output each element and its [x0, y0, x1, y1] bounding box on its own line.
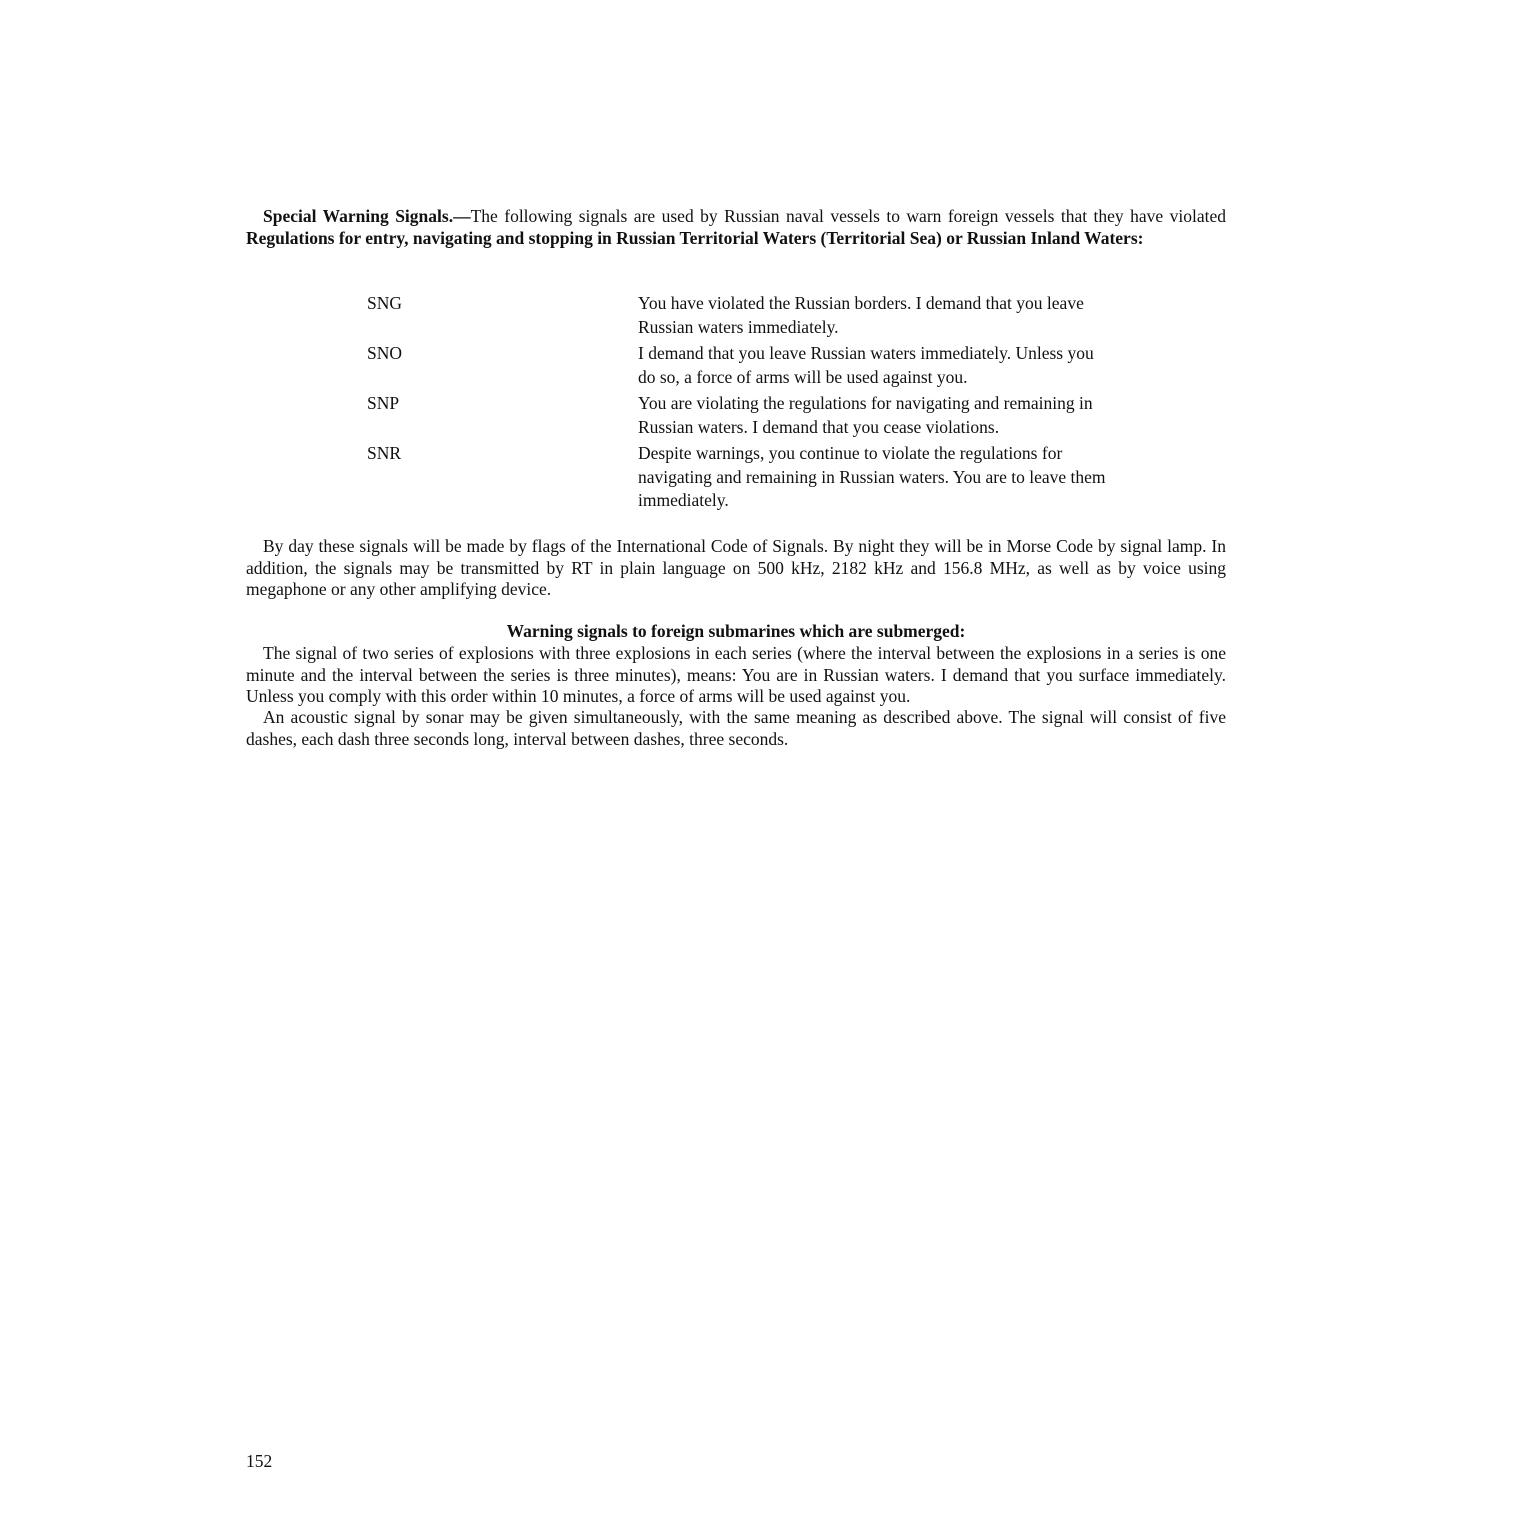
signal-code: SNR: [367, 443, 402, 463]
signal-row: [367, 442, 1107, 513]
signal-code: SNO: [367, 343, 403, 363]
signal-row: [367, 392, 1107, 439]
signal-meaning: Despite warnings, you continue to violate the regulations for navigating and remaining in Russian waters. You are to leave them immediately.: [638, 443, 1106, 510]
submarine-text-2: An acoustic signal by sonar may be given simultaneously, with the same meaning as described above. The signal will consist of five dashes, each dash three seconds long, interval between dashes, three seconds.: [246, 707, 1226, 749]
day-night-text: By day these signals will be made by flags of the International Code of Signals. By night they will be in Morse Code by signal lamp. In addition, the signals may be transmitted by RT in plain language on 500 kHz, 2182 kHz and 156.8 MHz, as well as by voice using megaphone or any other amplifying device.: [246, 536, 1226, 599]
section-title: Special Warning Signals.—: [263, 206, 471, 226]
signal-row: [367, 292, 1107, 339]
signal-code: SNP: [367, 393, 400, 413]
submarine-heading: Warning signals to foreign submarines which are submerged:: [506, 621, 966, 641]
intro-text: The following signals are used by Russian naval vessels to warn foreign vessels that they have violated: [470, 206, 1226, 226]
submarine-paragraph-2: [246, 707, 1226, 750]
document-page: [246, 0, 1226, 1540]
day-night-paragraph: [246, 536, 1226, 601]
submarine-text-1: The signal of two series of explosions with three explosions in each series (where the interval between the explosions in a series is one minute and the interval between the series is three minutes), means: You are in Russian waters. I demand that you surface immediately. Unless you comply with this order within 10 minutes, a force of arms will be used against you.: [246, 643, 1226, 706]
intro-paragraph: [246, 206, 1226, 249]
page-number: 152: [246, 1451, 273, 1471]
signal-meaning: You have violated the Russian borders. I demand that you leave Russian waters immediately.: [638, 293, 1084, 337]
regulations-title: Regulations for entry, navigating and stopping in Russian Territorial Waters (Territorial Sea) or Russian Inland Waters:: [246, 227, 1144, 248]
signal-table: [367, 292, 1107, 516]
submarine-paragraph-1: [246, 643, 1226, 708]
signal-meaning: I demand that you leave Russian waters immediately. Unless you do so, a force of arms will be used against you.: [638, 343, 1094, 387]
signal-code: SNG: [367, 293, 403, 313]
signal-row: [367, 342, 1107, 389]
signal-meaning: You are violating the regulations for navigating and remaining in Russian waters. I demand that you cease violations.: [638, 393, 1093, 437]
